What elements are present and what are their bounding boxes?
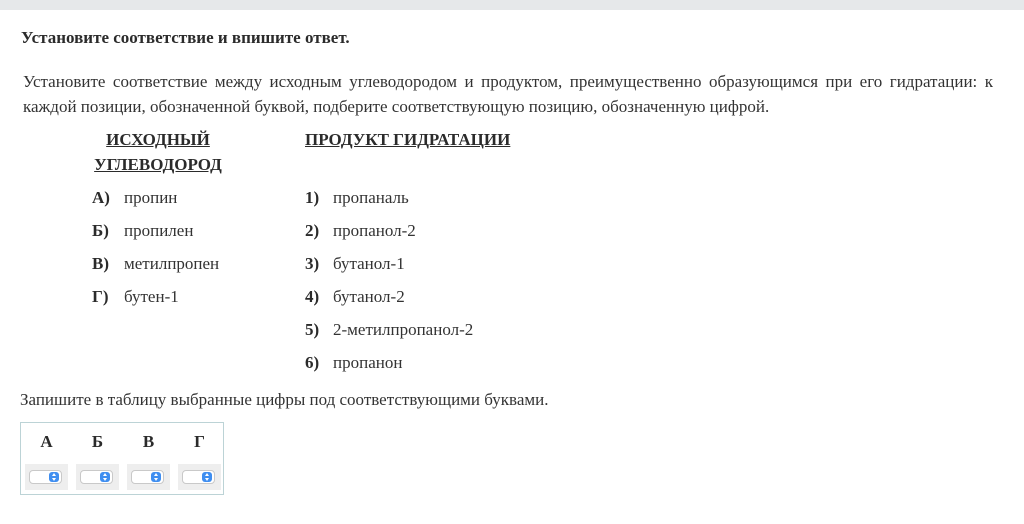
answer-select-b[interactable] bbox=[80, 470, 113, 484]
item-text: бутанол-2 bbox=[333, 287, 405, 306]
item-text: метилпропен bbox=[124, 254, 220, 273]
answer-cell-v bbox=[127, 464, 170, 490]
answer-select-a[interactable] bbox=[29, 470, 62, 484]
answer-table bbox=[20, 422, 224, 495]
item-key: 6) bbox=[305, 353, 320, 372]
right-item-5 bbox=[305, 319, 473, 341]
item-text: пропилен bbox=[124, 221, 194, 240]
top-bar bbox=[0, 0, 1024, 10]
answer-header-a: А bbox=[40, 432, 53, 451]
answer-instruction: Запишите в таблицу выбранные цифры под соответствующими буквами. bbox=[20, 390, 549, 409]
item-key: 5) bbox=[305, 320, 320, 339]
select-stepper-icon[interactable] bbox=[100, 472, 110, 482]
left-item-b bbox=[92, 220, 193, 242]
item-text: 2-метилпропанол-2 bbox=[333, 320, 474, 339]
item-key: 1) bbox=[305, 188, 320, 207]
left-column-header: ИСХОДНЫЙ УГЛЕВОДОРОД bbox=[94, 130, 222, 174]
right-item-4 bbox=[305, 286, 405, 308]
left-item-g bbox=[92, 286, 179, 308]
answer-cell-b bbox=[76, 464, 119, 490]
task-heading: Установите соответствие и впишите ответ. bbox=[21, 28, 350, 47]
right-item-6 bbox=[305, 352, 402, 374]
item-text: пропаналь bbox=[333, 188, 409, 207]
item-text: пропанол-2 bbox=[333, 221, 416, 240]
item-text: пропин bbox=[124, 188, 178, 207]
item-text: бутен-1 bbox=[124, 287, 179, 306]
item-key: 3) bbox=[305, 254, 320, 273]
item-key: А) bbox=[92, 188, 110, 207]
answer-select-g[interactable] bbox=[182, 470, 215, 484]
select-stepper-icon[interactable] bbox=[202, 472, 212, 482]
item-key: 2) bbox=[305, 221, 320, 240]
answer-header-v: В bbox=[142, 432, 155, 451]
item-text: пропанон bbox=[333, 353, 403, 372]
left-item-a bbox=[92, 187, 177, 209]
select-stepper-icon[interactable] bbox=[49, 472, 59, 482]
item-key: Г) bbox=[92, 287, 109, 306]
right-item-2 bbox=[305, 220, 416, 242]
item-key: Б) bbox=[92, 221, 109, 240]
item-text: бутанол-1 bbox=[333, 254, 405, 273]
answer-select-v[interactable] bbox=[131, 470, 164, 484]
answer-cell-g bbox=[178, 464, 221, 490]
right-item-3 bbox=[305, 253, 405, 275]
right-item-1 bbox=[305, 187, 409, 209]
answer-header-g: Г bbox=[194, 432, 205, 451]
select-stepper-icon[interactable] bbox=[151, 472, 161, 482]
item-key: 4) bbox=[305, 287, 320, 306]
answer-cell-a bbox=[25, 464, 68, 490]
right-column-header: ПРОДУКТ ГИДРАТАЦИИ bbox=[305, 130, 511, 149]
item-key: В) bbox=[92, 254, 109, 273]
answer-header-b: Б bbox=[91, 432, 104, 451]
left-item-v bbox=[92, 253, 219, 275]
task-description: Установите соответствие между исходным углеводородом и продуктом, преимущественно образующимся при его гидратации: к каждой позиции, обозначенной буквой, подберите соответствующую позицию, обозначенную цифрой. bbox=[23, 72, 993, 116]
